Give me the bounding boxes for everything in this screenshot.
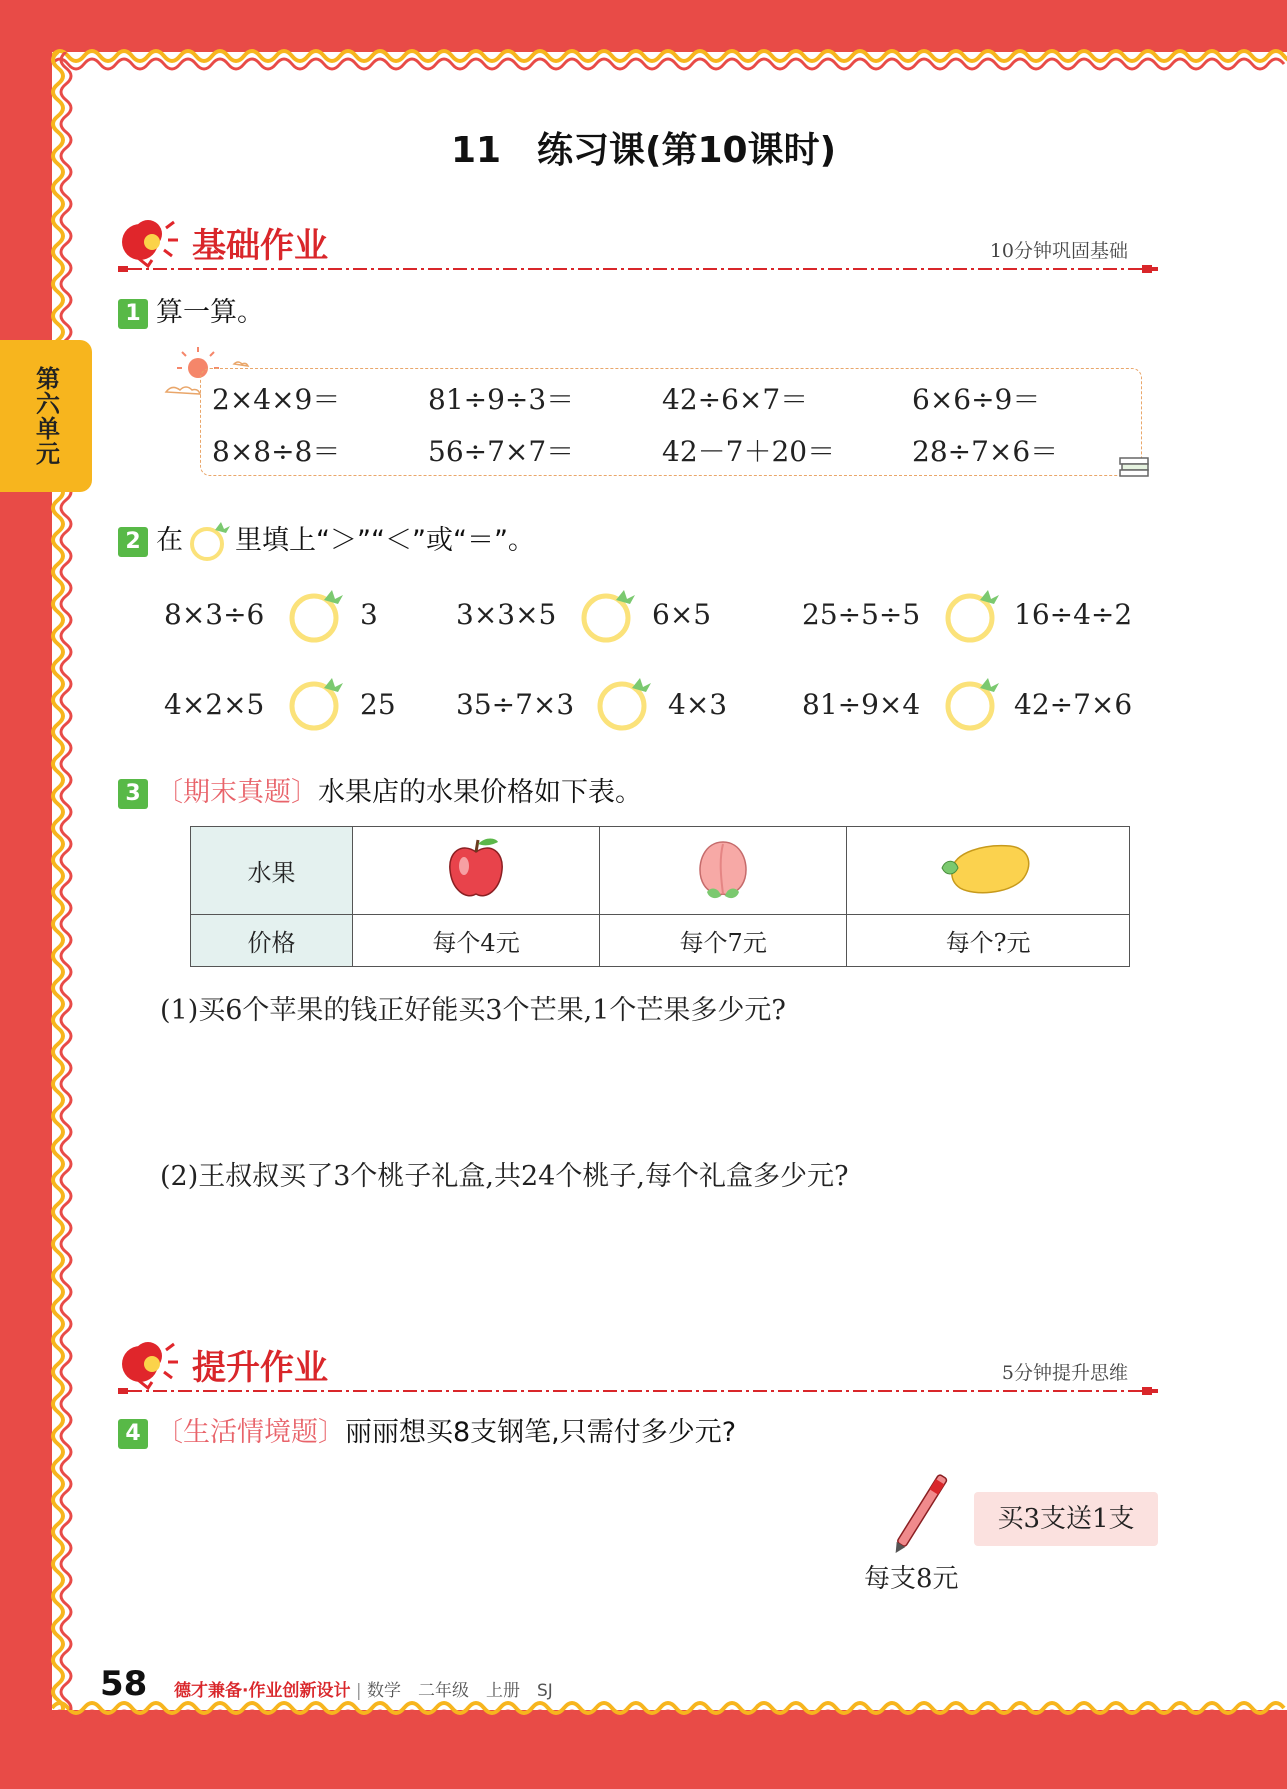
section-header-advanced bbox=[118, 1334, 1158, 1404]
footer-brand: 德才兼备·作业创新设计 bbox=[174, 1681, 351, 1701]
table-cell bbox=[847, 827, 1130, 915]
compare-right: 4×3 bbox=[668, 688, 728, 721]
promo-badge: 买3支送1支 bbox=[974, 1492, 1158, 1546]
calc-item: 42－7＋20＝ bbox=[662, 435, 836, 468]
answer-ring-icon bbox=[187, 520, 231, 564]
question-3-prompt: 水果店的水果价格如下表。 bbox=[318, 777, 642, 808]
table-cell bbox=[600, 827, 847, 915]
table-cell bbox=[353, 827, 600, 915]
page-title: 11 练习课(第10课时) bbox=[450, 130, 837, 171]
pen-icon bbox=[882, 1466, 958, 1562]
unit-tab bbox=[0, 340, 92, 492]
table-row bbox=[191, 827, 1130, 915]
compare-right: 6×5 bbox=[652, 598, 712, 631]
question-tag: 〔生活情境题〕 bbox=[156, 1417, 345, 1448]
table-row bbox=[191, 915, 1130, 967]
compare-left: 4×2×5 bbox=[164, 688, 265, 721]
question-1-prompt: 算一算。 bbox=[156, 297, 264, 328]
compare-right: 3 bbox=[360, 598, 378, 631]
footer-info: 数学 二年级 上册 SJ bbox=[367, 1681, 553, 1701]
wave-border-left bbox=[44, 52, 84, 1710]
compare-right: 25 bbox=[360, 688, 396, 721]
compare-left: 81÷9×4 bbox=[802, 688, 921, 721]
books-icon bbox=[1118, 452, 1152, 480]
calc-item: 8×8÷8＝ bbox=[212, 435, 341, 468]
compare-right: 16÷4÷2 bbox=[1014, 598, 1133, 631]
unit-tab-label: 第六单元 bbox=[31, 366, 60, 466]
question-4-prompt: 丽丽想买8支钢笔,只需付多少元? bbox=[345, 1417, 737, 1448]
fruit-price-table bbox=[190, 826, 1130, 967]
peach-icon bbox=[691, 834, 755, 902]
question-number: 4 bbox=[118, 1419, 148, 1449]
pen-price-label: 每支8元 bbox=[864, 1564, 959, 1594]
question-1 bbox=[118, 290, 264, 329]
question-3 bbox=[118, 770, 642, 809]
answer-ring-icon[interactable] bbox=[288, 676, 344, 732]
question-number: 1 bbox=[118, 299, 148, 329]
compare-left: 25÷5÷5 bbox=[802, 598, 921, 631]
table-cell: 每个4元 bbox=[353, 915, 600, 967]
mango-icon bbox=[938, 838, 1038, 898]
question-tag: 〔期末真题〕 bbox=[156, 777, 318, 808]
calc-item: 56÷7×7＝ bbox=[428, 435, 575, 468]
table-cell: 每个?元 bbox=[847, 915, 1130, 967]
section-divider bbox=[118, 1386, 1158, 1396]
question-number: 3 bbox=[118, 779, 148, 809]
compare-left: 8×3÷6 bbox=[164, 598, 265, 631]
apple-icon bbox=[444, 834, 508, 902]
compare-left: 35÷7×3 bbox=[456, 688, 575, 721]
calc-item: 81÷9÷3＝ bbox=[428, 383, 575, 416]
sub-question-2: (2)王叔叔买了3个桃子礼盒,共24个桃子,每个礼盒多少元? bbox=[160, 1161, 849, 1192]
question-number: 2 bbox=[118, 527, 148, 557]
answer-ring-icon[interactable] bbox=[944, 676, 1000, 732]
calc-item: 2×4×9＝ bbox=[212, 383, 341, 416]
answer-ring-icon[interactable] bbox=[944, 588, 1000, 644]
table-header-price: 价格 bbox=[191, 915, 353, 967]
question-2 bbox=[118, 518, 535, 564]
answer-ring-icon[interactable] bbox=[580, 588, 636, 644]
question-4 bbox=[118, 1410, 736, 1449]
calc-item: 6×6÷9＝ bbox=[912, 383, 1041, 416]
section-note-basic: 10分钟巩固基础 bbox=[989, 240, 1128, 262]
section-note-advanced: 5分钟提升思维 bbox=[1001, 1362, 1128, 1384]
calc-item: 28÷7×6＝ bbox=[912, 435, 1059, 468]
section-divider bbox=[118, 264, 1158, 274]
compare-left: 3×3×5 bbox=[456, 598, 557, 631]
section-header-basic bbox=[118, 212, 1158, 282]
answer-ring-icon[interactable] bbox=[596, 676, 652, 732]
table-cell: 每个7元 bbox=[600, 915, 847, 967]
page-number: 58 bbox=[100, 1664, 148, 1704]
section-title-basic: 基础作业 bbox=[192, 226, 328, 266]
sub-question-1: (1)买6个苹果的钱正好能买3个芒果,1个芒果多少元? bbox=[160, 995, 786, 1026]
answer-ring-icon[interactable] bbox=[288, 588, 344, 644]
wave-border-top bbox=[52, 44, 1287, 84]
section-title-advanced: 提升作业 bbox=[192, 1348, 328, 1388]
compare-right: 42÷7×6 bbox=[1014, 688, 1133, 721]
lightbulb-mascot-icon bbox=[118, 212, 182, 270]
calc-item: 42÷6×7＝ bbox=[662, 383, 809, 416]
footer-text: 德才兼备·作业创新设计 | 数学 二年级 上册 SJ bbox=[174, 1681, 553, 1701]
question-2-prompt-b: 里填上“＞”“＜”或“＝”。 bbox=[235, 525, 535, 556]
lightbulb-mascot-icon bbox=[118, 1334, 182, 1392]
question-2-prompt-a: 在 bbox=[156, 525, 183, 556]
table-header-fruit: 水果 bbox=[191, 827, 353, 915]
